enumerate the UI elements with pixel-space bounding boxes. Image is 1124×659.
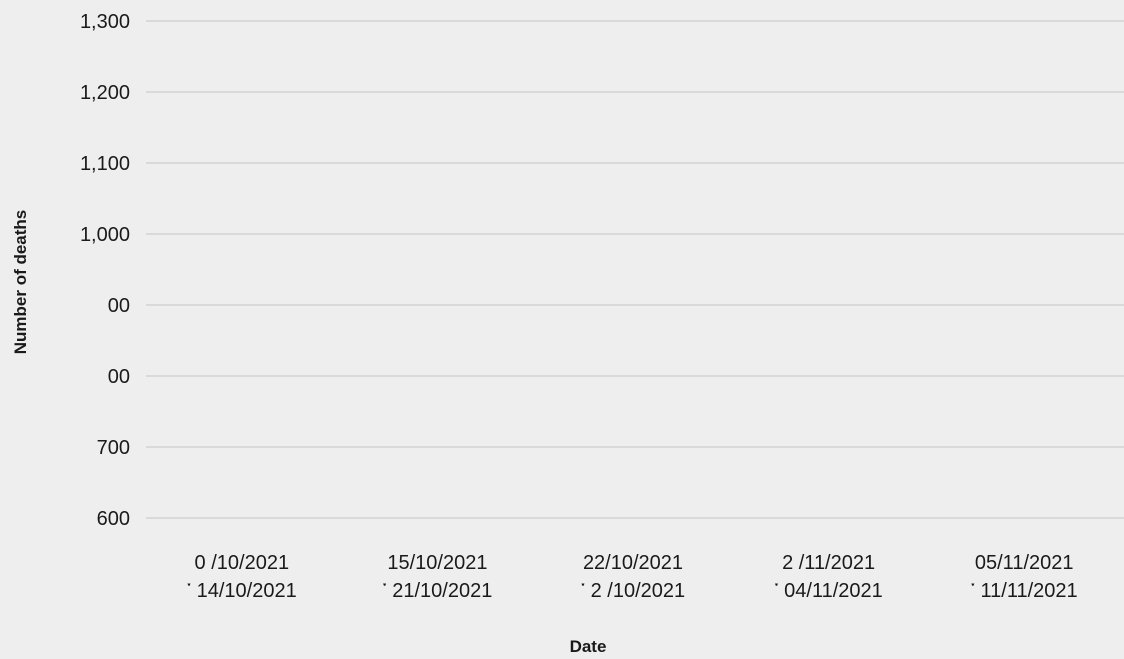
x-tick-label-line1: 05/11/2021 (974, 552, 1074, 574)
y-tick-label: 1,000 (79, 224, 130, 246)
x-tick-label-line2: ་ 04/11/2021 (774, 580, 883, 602)
x-axis-title: Date (569, 637, 607, 656)
x-tick-label-line2: ་ 21/10/2021 (382, 580, 493, 602)
y-tick-labels (80, 11, 130, 530)
y-tick-label: 700 (96, 437, 130, 459)
x-tick-label-line1: 0 /10/2021 (194, 552, 290, 574)
y-tick-label: 00 (107, 295, 130, 317)
y-tick-label: 1,100 (79, 153, 130, 175)
x-tick-label-line2: ་ 11/11/2021 (970, 580, 1078, 602)
x-tick-label-line2: ་ 14/10/2021 (186, 580, 297, 602)
y-tick-label: 00 (107, 366, 130, 388)
y-tick-label: 600 (96, 508, 130, 530)
x-tick-label-line1: 2 /11/2021 (782, 552, 876, 574)
x-tick-labels (187, 552, 1078, 602)
y-tick-label: 1,200 (79, 82, 130, 104)
y-gridlines (146, 21, 1124, 518)
y-axis-title: Number of deaths (11, 209, 30, 355)
x-tick-label-line1: 22/10/2021 (582, 552, 684, 574)
x-tick-label-line1: 15/10/2021 (387, 552, 488, 574)
x-tick-label-line2: ་ 2 /10/2021 (580, 580, 686, 602)
y-tick-label: 1,300 (79, 11, 130, 33)
